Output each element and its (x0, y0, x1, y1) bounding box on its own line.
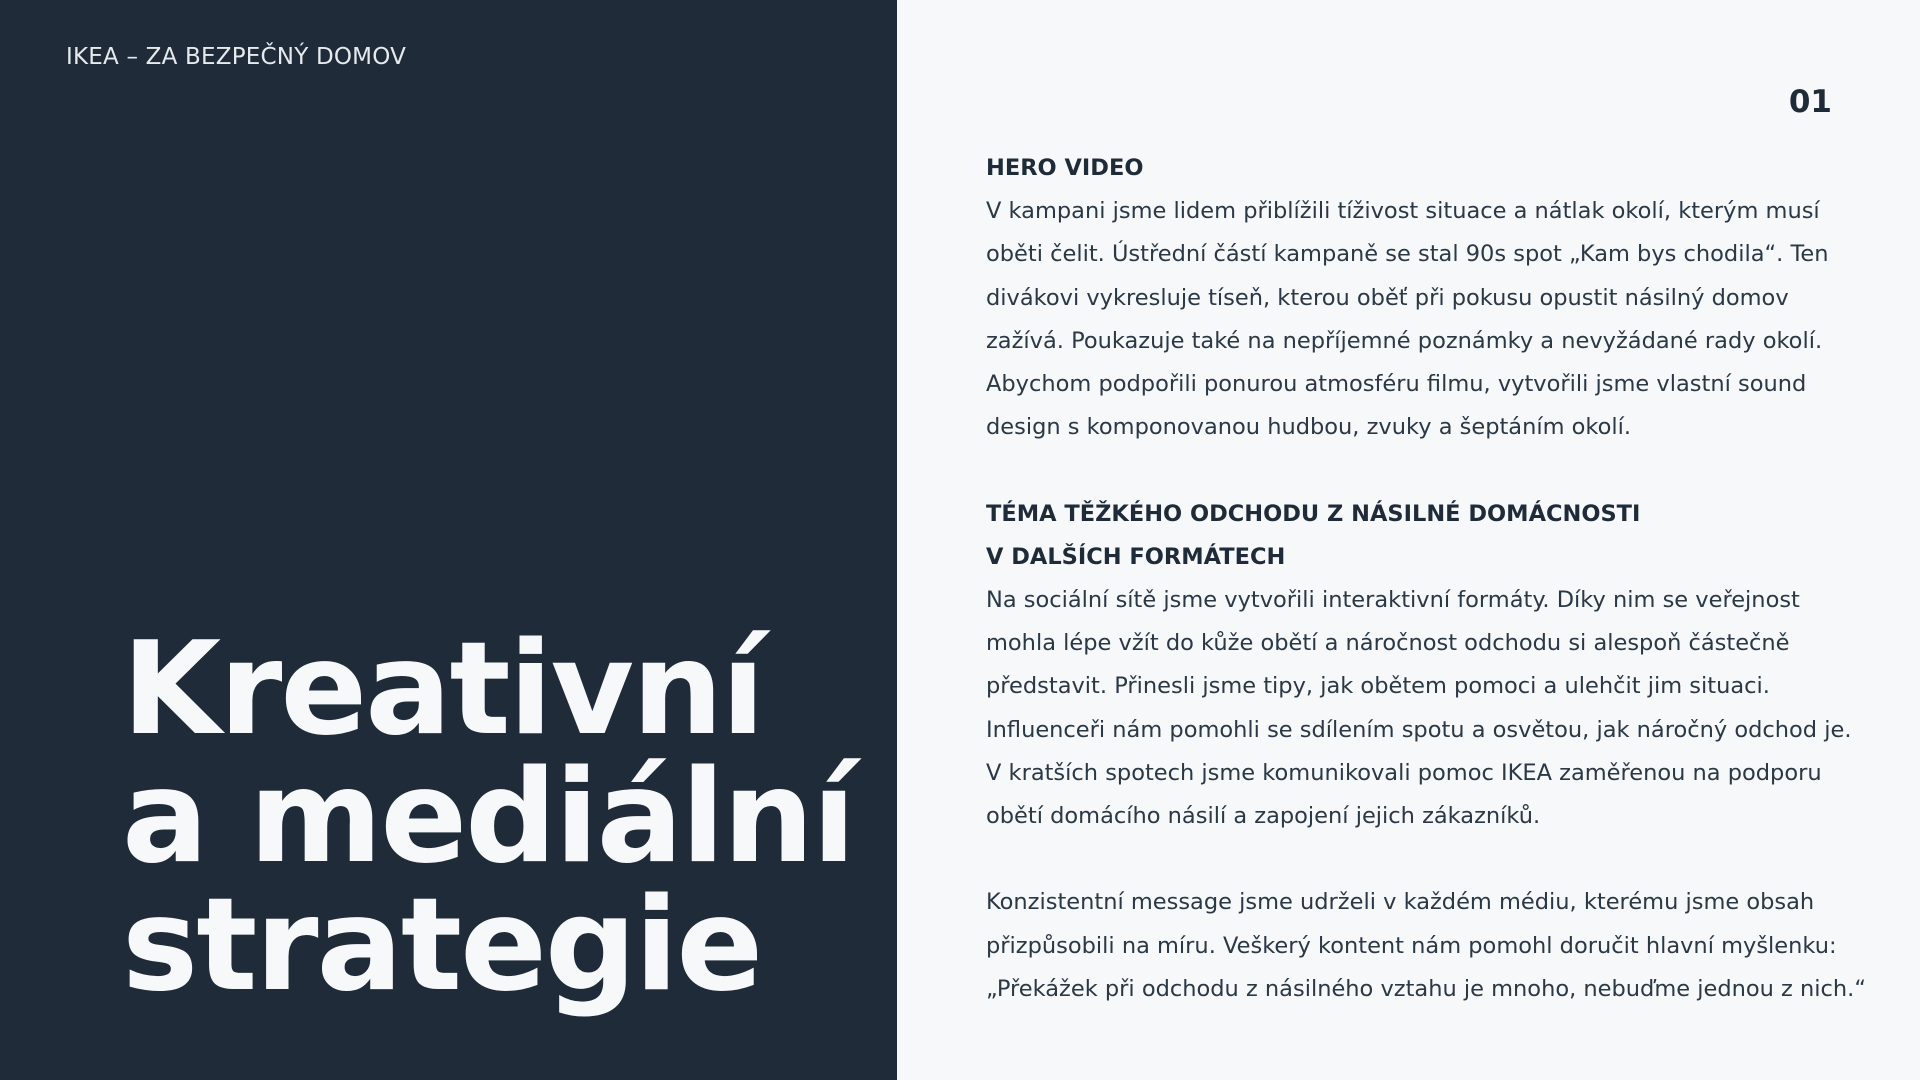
page-title (122, 615, 854, 1020)
paragraph-line: představit. Přinesli jsme tipy, jak obětem pomoci a ulehčit jim situaci. (986, 673, 1770, 700)
paragraph-line: V kratších spotech jsme komunikovali pomoc IKEA zaměřenou na podporu (986, 759, 1822, 786)
section-heading-hero-video: HERO VIDEO (986, 155, 1144, 181)
title-line-3: strategie (122, 871, 762, 1020)
paragraph-line: design s komponovanou hudbou, zvuky a šeptáním okolí. (986, 414, 1632, 441)
paragraph-line: Influenceři nám pomohli se sdílením spotu a osvětou, jak náročný odchod je. (986, 716, 1852, 743)
title-line-2: a mediální (122, 743, 854, 892)
title-line-1: Kreativní (122, 615, 763, 764)
brand-kicker: IKEA – ZA BEZPEČNÝ DOMOV (66, 44, 407, 70)
paragraph-line: Konzistentní message jsme udrželi v každém médiu, kterému jsme obsah (986, 889, 1815, 916)
page-number: 01 (1788, 84, 1832, 120)
body-content (986, 147, 1866, 1011)
paragraph-line: oběti čelit. Ústřední částí kampaně se stal 90s spot „Kam bys chodila“. Ten (986, 241, 1829, 268)
section-heading-formats-line-2: V DALŠÍCH FORMÁTECH (986, 543, 1286, 570)
paragraph-line: zažívá. Poukazuje také na nepříjemné poznámky a nevyžádané rady okolí. (986, 327, 1823, 354)
paragraph-line: Na sociální sítě jsme vytvořili interaktivní formáty. Díky nim se veřejnost (986, 587, 1800, 614)
paragraph-line: V kampani jsme lidem přiblížili tíživost situace a nátlak okolí, kterým musí (986, 198, 1820, 225)
paragraph-line: Abychom podpořili ponurou atmosféru filmu, vytvořili jsme vlastní sound (986, 371, 1807, 398)
section-spacer (986, 838, 1866, 881)
paragraph-line: divákovi vykresluje tíseň, kterou oběť při pokusu opustit násilný domov (986, 284, 1789, 311)
section-spacer (986, 449, 1866, 492)
section-heading-formats-line-1: TÉMA TĚŽKÉHO ODCHODU Z NÁSILNÉ DOMÁCNOSTI (986, 500, 1641, 527)
paragraph-line: mohla lépe vžít do kůže obětí a náročnost odchodu si alespoň částečně (986, 630, 1790, 657)
right-panel (897, 0, 1920, 1080)
quote-line: „Překážek při odchodu z násilného vztahu je mnoho, nebuďme jednou z nich.“ (986, 975, 1866, 1002)
paragraph-line: obětí domácího násilí a zapojení jejich zákazníků. (986, 803, 1541, 830)
left-panel (0, 0, 897, 1080)
paragraph-line: přizpůsobili na míru. Veškerý kontent nám pomohl doručit hlavní myšlenku: (986, 932, 1837, 959)
